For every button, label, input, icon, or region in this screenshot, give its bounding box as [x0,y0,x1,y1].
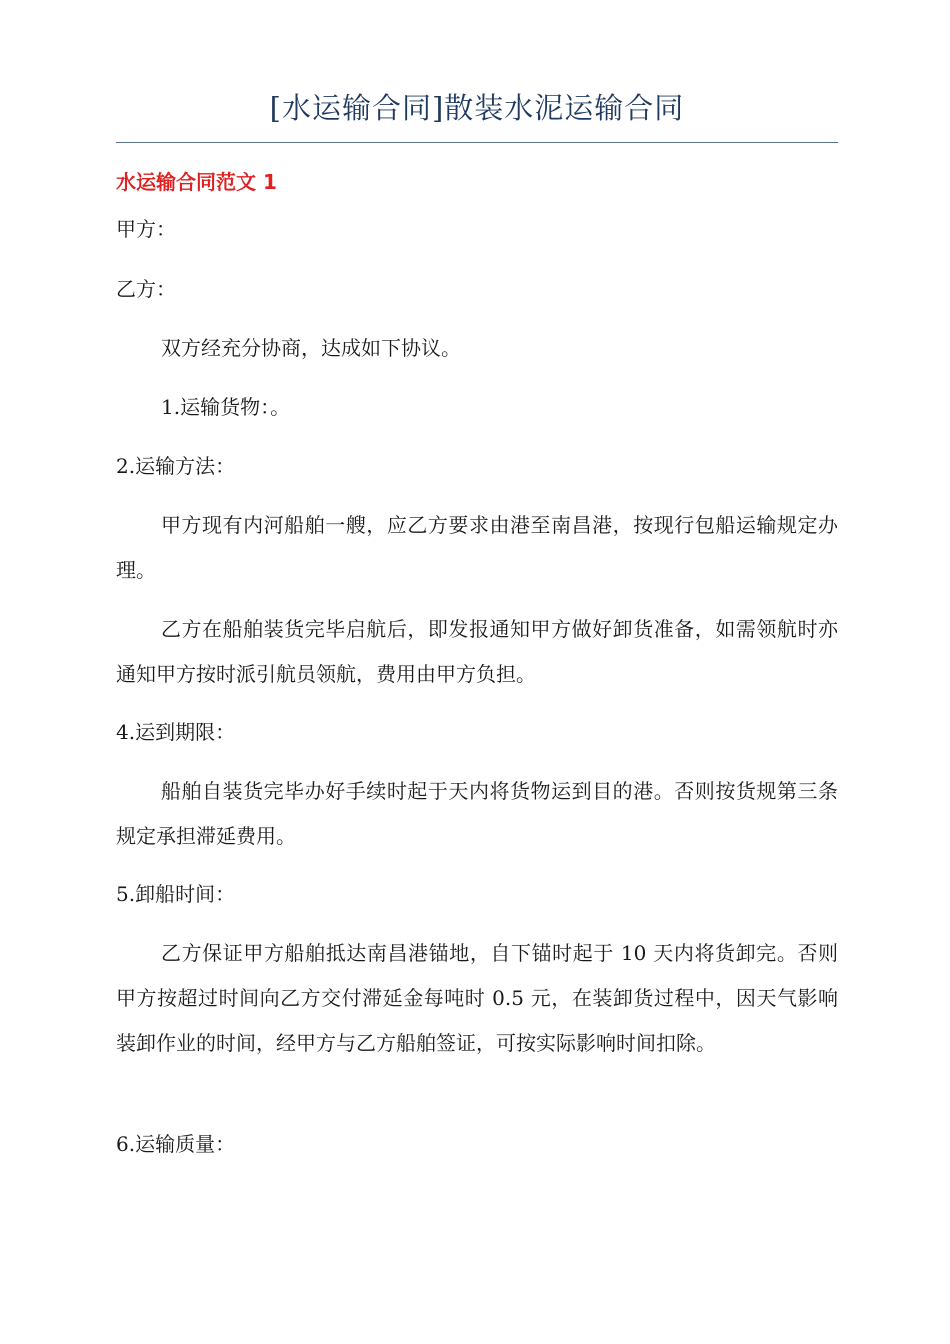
clause-5-body: 乙方保证甲方船舶抵达南昌港锚地，自下锚时起于 10 天内将货卸完。否则甲方按超过时间向乙方交付滞延金每吨时 0.5 元，在装卸货过程中，因天气影响装卸作业的时间，经甲方与乙方船舶签证，可按实际影响时间扣除。 [116,941,838,1055]
clause-6-heading: 6.运输质量： [116,1132,236,1156]
clause-2-heading: 2.运输方法： [116,454,236,478]
clause-1-heading: 1.运输货物：。 [161,395,291,419]
clause-5-heading: 5.卸船时间： [116,882,236,906]
clause-4-heading: 4.运到期限： [116,720,236,744]
party-a-line: 甲方： [116,217,176,241]
agreement-intro: 双方经充分协商，达成如下协议。 [161,336,461,360]
party-b-line: 乙方： [116,277,176,301]
title-divider [116,142,838,143]
clause-2-body-2: 乙方在船舶装货完毕启航后，即发报通知甲方做好卸货准备，如需领航时亦通知甲方按时派引航员领航，费用由甲方负担。 [116,617,838,686]
clause-2-body-1: 甲方现有内河船舶一艘，应乙方要求由港至南昌港，按现行包船运输规定办理。 [116,513,838,582]
document-title: [水运输合同]散装水泥运输合同 [269,91,685,125]
section-heading: 水运输合同范文 1 [116,170,277,194]
clause-4-body: 船舶自装货完毕办好手续时起于天内将货物运到目的港。否则按货规第三条规定承担滞延费用。 [116,779,838,848]
